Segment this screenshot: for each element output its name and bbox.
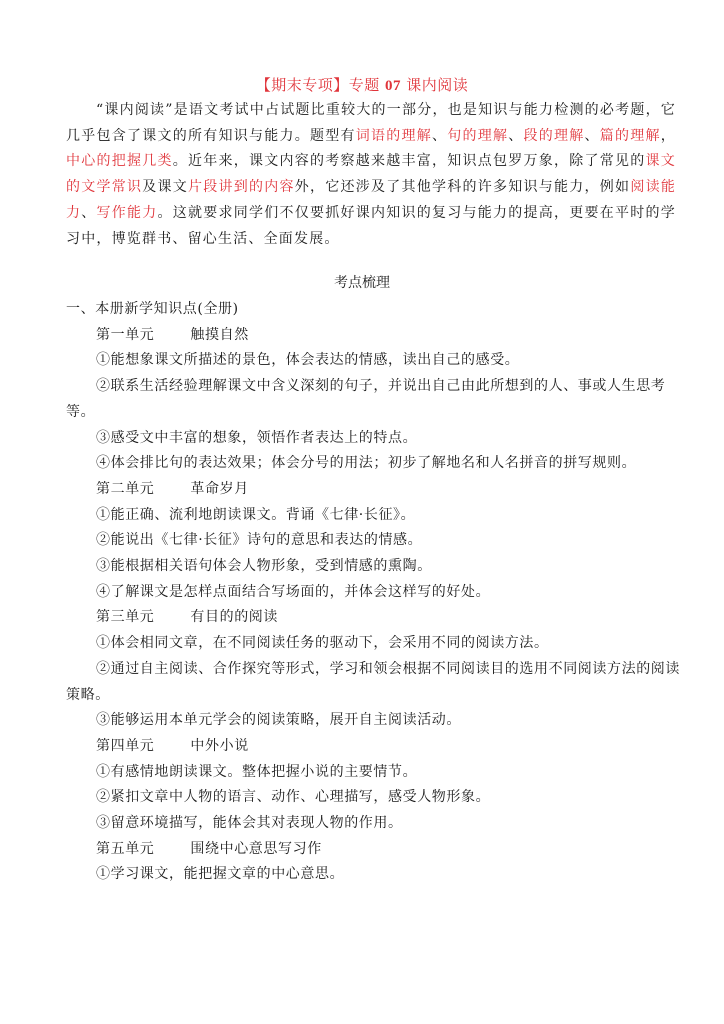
section-title: 考点梳理	[334, 275, 390, 291]
highlight-text: 词语的理解	[355, 127, 432, 144]
intro-text	[66, 98, 676, 252]
unit-item: ③留意环境描写，能体会其对表现人物的作用。	[96, 815, 403, 832]
unit-heading	[66, 837, 681, 863]
unit-name: 第五单元	[96, 840, 155, 857]
unit-item: ②紧扣文章中人物的语言、动作、心理描写，感受人物形象。	[96, 789, 491, 806]
unit-heading	[66, 477, 681, 503]
highlight-text: 片段讲到的内容	[188, 179, 295, 196]
unit-theme: 有目的的阅读	[190, 609, 279, 626]
unit-name: 第四单元	[96, 737, 155, 754]
highlight-text: 阅读能力	[66, 179, 677, 221]
unit-item: ②能说出《七律·长征》诗句的意思和表达的情感。	[96, 532, 423, 549]
unit-heading	[66, 734, 681, 760]
intro-segment: “课内阅读”是语文考试中占试题比重较大的一部分，也是知识与能力检测的必考题，它几乎包含了课文的所有知识与能力。题型有	[66, 102, 676, 144]
unit-item: ④体会排比句的表达效果；体会分号的用法；初步了解地名和人名拼音的拼写规则。	[96, 455, 637, 472]
intro-segment: 。近年来，课文内容的考察越来越丰富，知识点包罗万象，除了常见的	[172, 153, 646, 170]
unit-item: ①学习课文，能把握文章的中心意思。	[96, 866, 345, 883]
unit-theme: 触摸自然	[190, 326, 249, 343]
highlight-text: 句的理解	[447, 127, 509, 144]
unit-item: ①能想象课文所描述的景色，体会表达的情感，读出自己的感受。	[96, 352, 520, 369]
intro-segment: 、	[81, 204, 97, 221]
unit-item: ②通过自主阅读、合作探究等形式，学习和领会根据不同阅读目的选用不同阅读方法的阅读策略。	[66, 660, 680, 703]
unit-name: 第三单元	[96, 609, 155, 626]
unit-item: ②联系生活经验理解课文中含义深刻的句子，并说出自己由此所想到的人、事或人生思考等。	[66, 378, 666, 420]
highlight-text: 中心的把握几类	[66, 153, 173, 170]
unit-name: 第一单元	[96, 326, 155, 343]
intro-segment: 。这就要求同学们不仅要抓好课内知识的复习与能力的提高，更要在平时的学习中，博览群书、留心生活、全面发展。	[66, 204, 677, 247]
highlight-text: 段的理解	[523, 127, 585, 144]
unit-item: ④了解课文是怎样点面结合写场面的，并体会这样写的好处。	[96, 583, 491, 600]
intro-segment: 及课文	[142, 179, 189, 196]
intro-segment: 外，它还涉及了其他学科的许多知识与能力，例如	[294, 179, 631, 196]
highlight-text: 课文的文学常识	[66, 153, 676, 196]
intro-segment: ，	[660, 127, 676, 144]
highlight-text: 写作能力	[96, 204, 158, 221]
unit-name: 第二单元	[96, 480, 155, 497]
unit-heading	[66, 323, 681, 349]
unit-item: ③感受文中丰富的想象，领悟作者表达上的特点。	[96, 429, 418, 446]
intro-segment: 、	[432, 127, 448, 144]
unit-heading	[66, 605, 681, 631]
intro-segment: 、	[584, 127, 600, 144]
document-title	[0, 74, 724, 95]
unit-item: ③能够运用本单元学会的阅读策略，展开自主阅读活动。	[96, 712, 461, 729]
unit-item: ①体会相同文章，在不同阅读任务的驱动下，会采用不同的阅读方法。	[96, 635, 549, 652]
knowledge-outline	[66, 297, 681, 888]
unit-theme: 革命岁月	[190, 480, 249, 497]
unit-item: ①有感情地朗读课文。整体把握小说的主要情节。	[96, 763, 418, 780]
intro-segment: 、	[508, 127, 524, 144]
unit-theme: 中外小说	[190, 737, 249, 754]
unit-item: ①能正确、流利地朗读课文。背诵《七律·长征》。	[96, 506, 416, 523]
unit-theme: 围绕中心意思写习作	[190, 840, 322, 857]
highlight-text: 篇的理解	[599, 127, 661, 144]
title-suffix: 课内阅读	[406, 76, 469, 94]
outline-heading: 一、本册新学知识点(全册)	[66, 301, 239, 317]
intro-paragraph	[66, 98, 676, 252]
title-prefix: 【期末专项】专题	[255, 76, 380, 94]
unit-item: ③能根据相关语句体会人物形象，受到情感的熏陶。	[96, 558, 432, 575]
title-number: 07	[385, 78, 401, 94]
